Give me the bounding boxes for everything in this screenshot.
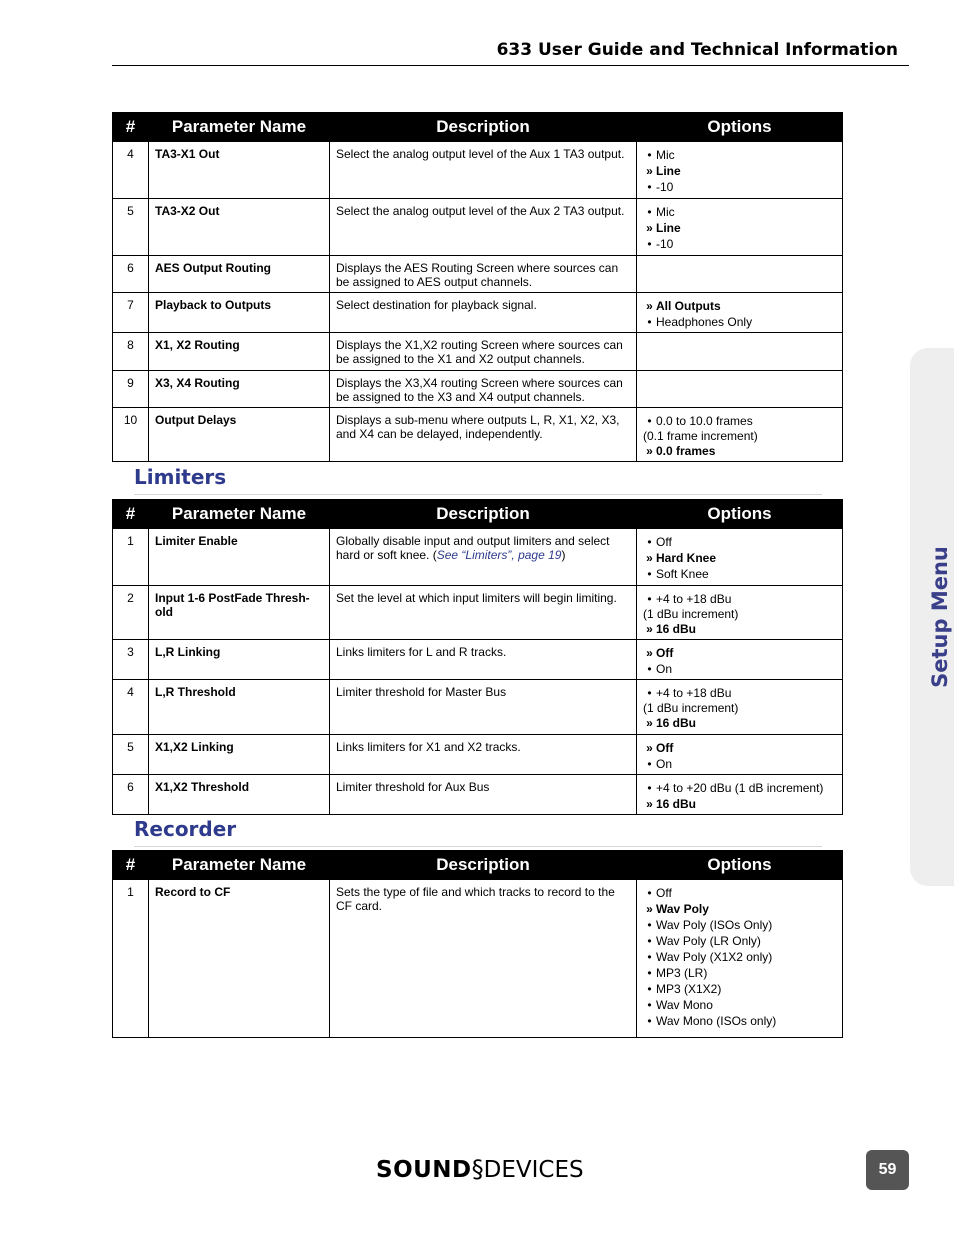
default-marker-icon: »	[646, 164, 653, 178]
option-label: 16 dBu	[656, 716, 697, 730]
side-tab-label: Setup Menu	[928, 546, 952, 688]
default-option	[643, 796, 836, 812]
parameter-description: Sets the type of file and which tracks to record to the CF card.	[330, 880, 637, 1038]
parameter-options	[637, 880, 843, 1038]
row-number: 1	[113, 529, 149, 586]
table-header-row	[113, 851, 843, 880]
option-label: 0.0 to 10.0 frames	[656, 414, 753, 428]
outputs-parameter-table	[112, 112, 843, 462]
parameter-options	[637, 408, 843, 462]
col-header-name: Parameter Name	[149, 113, 330, 142]
bullet-icon: •	[647, 982, 652, 996]
option-item	[643, 534, 836, 550]
option-label: Hard Knee	[656, 551, 717, 565]
parameter-name: AES Output Routing	[149, 256, 330, 293]
option-label: +4 to +18 dBu	[656, 592, 732, 606]
default-option	[643, 621, 836, 637]
option-label: 0.0 frames	[656, 444, 716, 458]
option-label: Wav Poly (ISOs Only)	[656, 918, 773, 932]
option-label: Off	[656, 535, 672, 549]
bullet-icon: •	[647, 148, 652, 162]
default-marker-icon: »	[646, 299, 653, 313]
option-item	[643, 314, 836, 330]
parameter-name: L,R Linking	[149, 640, 330, 680]
bullet-icon: •	[647, 934, 652, 948]
parameter-description: Displays a sub-menu where outputs L, R, X1, X2, X3, and X4 can be delayed, independently.	[330, 408, 637, 462]
option-item	[643, 591, 836, 607]
parameter-name: Output Delays	[149, 408, 330, 462]
table-header-row	[113, 500, 843, 529]
option-label: Mic	[656, 205, 675, 219]
parameter-description: Set the level at which input limiters will begin limiting.	[330, 586, 637, 640]
default-marker-icon: »	[646, 716, 653, 730]
option-item	[643, 147, 836, 163]
option-item	[643, 236, 836, 252]
row-number: 7	[113, 293, 149, 333]
parameter-name: X3, X4 Routing	[149, 371, 330, 408]
option-label: Wav Mono (ISOs only)	[656, 1014, 777, 1028]
default-option	[643, 740, 836, 756]
logo-brand-bold: SOUND	[376, 1157, 472, 1183]
default-marker-icon: »	[646, 902, 653, 916]
option-note: (1 dBu increment)	[643, 701, 739, 715]
parameter-options	[637, 256, 843, 293]
option-item	[643, 885, 836, 901]
parameter-options	[637, 680, 843, 735]
row-number: 6	[113, 256, 149, 293]
option-item	[643, 917, 836, 933]
option-label: +4 to +18 dBu	[656, 686, 732, 700]
option-label: On	[656, 757, 673, 771]
bullet-icon: •	[647, 998, 652, 1012]
bullet-icon: •	[647, 237, 652, 251]
row-number: 5	[113, 735, 149, 775]
bullet-icon: •	[647, 567, 652, 581]
description-text-end: )	[561, 548, 566, 562]
col-header-options: Options	[637, 851, 843, 880]
option-item	[643, 661, 836, 677]
table-row	[113, 199, 843, 256]
parameter-description: Select destination for playback signal.	[330, 293, 637, 333]
default-option	[643, 901, 836, 917]
row-number: 4	[113, 142, 149, 199]
bullet-icon: •	[647, 886, 652, 900]
default-option	[643, 715, 836, 731]
option-label: All Outputs	[656, 299, 721, 313]
option-item	[643, 756, 836, 772]
parameter-name: X1,X2 Linking	[149, 735, 330, 775]
bullet-icon: •	[647, 781, 652, 795]
parameter-options	[637, 735, 843, 775]
parameter-description: Select the analog output level of the Aux 2 TA3 output.	[330, 199, 637, 256]
table-row	[113, 586, 843, 640]
header-rule	[112, 65, 909, 66]
table-row	[113, 680, 843, 735]
option-label: -10	[656, 180, 674, 194]
row-number: 9	[113, 371, 149, 408]
option-label: Wav Poly (X1X2 only)	[656, 950, 773, 964]
bullet-icon: •	[647, 686, 652, 700]
col-header-desc: Description	[330, 500, 637, 529]
bullet-icon: •	[647, 205, 652, 219]
logo-swirl-icon: §	[471, 1155, 484, 1183]
table-row	[113, 735, 843, 775]
table-header-row	[113, 113, 843, 142]
option-item	[643, 949, 836, 965]
option-item	[643, 780, 836, 796]
option-label: Wav Mono	[656, 998, 713, 1012]
option-item	[643, 1013, 836, 1029]
parameter-description: Limiter threshold for Master Bus	[330, 680, 637, 735]
default-option	[643, 220, 836, 236]
default-marker-icon: »	[646, 551, 653, 565]
parameter-options	[637, 529, 843, 586]
parameter-description	[330, 529, 637, 586]
description-text: Globally disable input and output limiters and select hard or soft knee. (	[336, 534, 610, 562]
option-item	[643, 566, 836, 582]
option-item	[643, 413, 836, 429]
parameter-name: Input 1-6 PostFade Thresh- old	[149, 586, 330, 640]
bullet-icon: •	[647, 662, 652, 676]
col-header-name: Parameter Name	[149, 500, 330, 529]
option-label: 16 dBu	[656, 622, 697, 636]
default-option	[643, 443, 836, 459]
row-number: 4	[113, 680, 149, 735]
parameter-description: Displays the AES Routing Screen where sources can be assigned to AES output channels.	[330, 256, 637, 293]
bullet-icon: •	[647, 1014, 652, 1028]
bullet-icon: •	[647, 180, 652, 194]
parameter-name: TA3-X2 Out	[149, 199, 330, 256]
side-tab	[910, 348, 954, 886]
page-header-title: 633 User Guide and Technical Information	[496, 40, 898, 60]
option-label: Wav Poly	[656, 902, 709, 916]
row-number: 10	[113, 408, 149, 462]
parameter-name: L,R Threshold	[149, 680, 330, 735]
option-label: -10	[656, 237, 674, 251]
col-header-num: #	[113, 113, 149, 142]
col-header-num: #	[113, 851, 149, 880]
row-number: 2	[113, 586, 149, 640]
row-number: 3	[113, 640, 149, 680]
parameter-description: Displays the X3,X4 routing Screen where sources can be assigned to the X3 and X4 output channels.	[330, 371, 637, 408]
option-label: Line	[656, 164, 681, 178]
recorder-parameter-table	[112, 850, 843, 1038]
recorder-heading: Recorder	[134, 817, 237, 841]
parameter-description: Select the analog output level of the Aux 1 TA3 output.	[330, 142, 637, 199]
default-marker-icon: »	[646, 221, 653, 235]
sound-devices-logo	[376, 1155, 584, 1183]
parameter-description: Links limiters for L and R tracks.	[330, 640, 637, 680]
option-label: Soft Knee	[656, 567, 709, 581]
limiters-parameter-table	[112, 499, 843, 815]
parameter-options	[637, 199, 843, 256]
default-option	[643, 163, 836, 179]
bullet-icon: •	[647, 535, 652, 549]
row-number: 5	[113, 199, 149, 256]
parameter-options	[637, 333, 843, 371]
option-item	[643, 981, 836, 997]
col-header-num: #	[113, 500, 149, 529]
default-marker-icon: »	[646, 797, 653, 811]
option-label: Off	[656, 741, 674, 755]
bullet-icon: •	[647, 757, 652, 771]
parameter-description: Limiter threshold for Aux Bus	[330, 775, 637, 815]
default-option	[643, 550, 836, 566]
limiters-heading: Limiters	[134, 465, 227, 489]
row-number: 6	[113, 775, 149, 815]
option-label: Headphones Only	[656, 315, 753, 329]
parameter-options	[637, 775, 843, 815]
option-label: MP3 (X1X2)	[656, 982, 722, 996]
option-label: Off	[656, 886, 672, 900]
default-marker-icon: »	[646, 741, 653, 755]
bullet-icon: •	[647, 414, 652, 428]
parameter-name: Limiter Enable	[149, 529, 330, 586]
col-header-name: Parameter Name	[149, 851, 330, 880]
option-label: Line	[656, 221, 681, 235]
table-row	[113, 775, 843, 815]
page-number-badge: 59	[866, 1150, 909, 1190]
option-note: (1 dBu increment)	[643, 607, 739, 621]
option-label: Wav Poly (LR Only)	[656, 934, 761, 948]
parameter-name: Record to CF	[149, 880, 330, 1038]
table-row	[113, 640, 843, 680]
table-row	[113, 333, 843, 371]
col-header-desc: Description	[330, 851, 637, 880]
parameter-options	[637, 586, 843, 640]
option-label: Mic	[656, 148, 675, 162]
page-reference-link[interactable]: See “Limiters”, page 19	[436, 548, 562, 562]
bullet-icon: •	[647, 592, 652, 606]
option-item	[643, 965, 836, 981]
option-item	[643, 179, 836, 195]
option-item	[643, 204, 836, 220]
table-row	[113, 529, 843, 586]
parameter-description: Displays the X1,X2 routing Screen where sources can be assigned to the X1 and X2 output channels.	[330, 333, 637, 371]
bullet-icon: •	[647, 315, 652, 329]
option-label: Off	[656, 646, 674, 660]
option-item	[643, 933, 836, 949]
parameter-description: Links limiters for X1 and X2 tracks.	[330, 735, 637, 775]
parameter-options	[637, 371, 843, 408]
section-rule	[134, 846, 822, 847]
table-row	[113, 293, 843, 333]
option-item	[643, 685, 836, 701]
table-row	[113, 371, 843, 408]
parameter-name: X1,X2 Threshold	[149, 775, 330, 815]
option-label: On	[656, 662, 673, 676]
default-option	[643, 645, 836, 661]
parameter-options	[637, 293, 843, 333]
parameter-options	[637, 640, 843, 680]
option-item	[643, 997, 836, 1013]
col-header-desc: Description	[330, 113, 637, 142]
default-marker-icon: »	[646, 646, 653, 660]
table-row	[113, 142, 843, 199]
parameter-options	[637, 142, 843, 199]
row-number: 1	[113, 880, 149, 1038]
col-header-options: Options	[637, 113, 843, 142]
option-label: 16 dBu	[656, 797, 697, 811]
parameter-name: X1, X2 Routing	[149, 333, 330, 371]
bullet-icon: •	[647, 966, 652, 980]
row-number: 8	[113, 333, 149, 371]
default-marker-icon: »	[646, 622, 653, 636]
parameter-name: Playback to Outputs	[149, 293, 330, 333]
option-note: (0.1 frame increment)	[643, 429, 758, 443]
option-label: MP3 (LR)	[656, 966, 708, 980]
bullet-icon: •	[647, 918, 652, 932]
default-marker-icon: »	[646, 444, 653, 458]
table-row	[113, 880, 843, 1038]
table-row	[113, 256, 843, 293]
bullet-icon: •	[647, 950, 652, 964]
default-option	[643, 298, 836, 314]
section-rule	[134, 494, 822, 495]
option-label: +4 to +20 dBu (1 dB increment)	[656, 781, 824, 795]
table-row	[113, 408, 843, 462]
parameter-name: TA3-X1 Out	[149, 142, 330, 199]
col-header-options: Options	[637, 500, 843, 529]
logo-brand-light: DEVICES	[483, 1157, 584, 1183]
